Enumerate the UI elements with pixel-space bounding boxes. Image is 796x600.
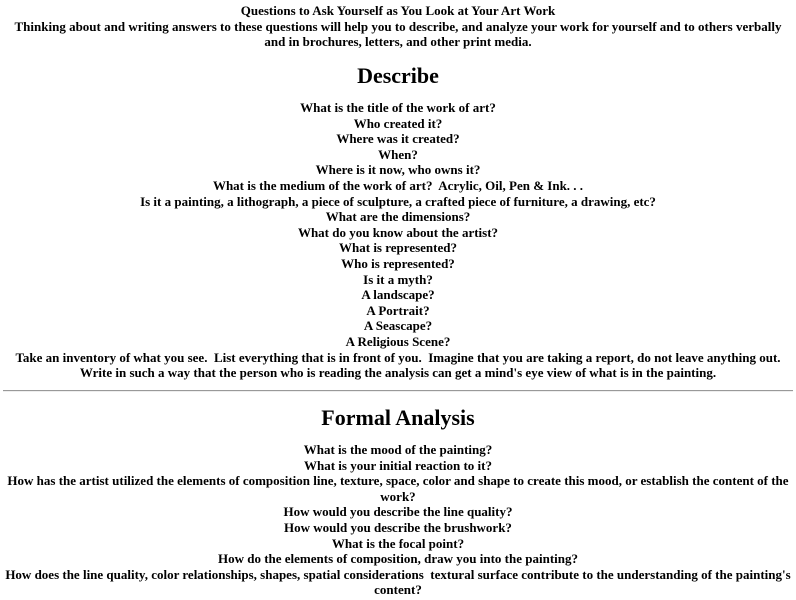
question-line: Is it a myth? (363, 271, 433, 287)
question-line: What is the mood of the painting? (303, 442, 493, 458)
question-line: When? (378, 146, 418, 162)
question-line: What is the focal point? (331, 535, 465, 551)
question-line: A Seascape? (363, 318, 433, 334)
document-title: Questions to Ask Yourself as You Look at Your Art Work (240, 3, 556, 18)
formal-analysis-heading: Formal Analysis (321, 404, 475, 430)
question-line: How would you describe the line quality? (283, 504, 513, 520)
question-line: A Religious Scene? (345, 333, 451, 349)
question-line: How would you describe the brushwork? (284, 520, 512, 536)
formal-analysis-question-list (3, 442, 793, 598)
question-line: A landscape? (361, 287, 435, 303)
describe-heading: Describe (357, 62, 439, 88)
question-line: Who is represented? (341, 256, 455, 272)
question-line: Where was it created? (336, 131, 460, 147)
question-line: Where is it now, who owns it? (315, 162, 481, 178)
describe-summary: Take an inventory of what you see. List everything that is in front of you. Imagine that you are taking a report, do not leave anything out. Write in such a way that the person who is reading the analysis can get a mind's eye view of what is in the painting. (15, 349, 788, 381)
question-line: What is the title of the work of art? (300, 100, 496, 116)
question-line: How do the elements of composition, draw you into the painting? (217, 551, 579, 567)
question-line: How does the line quality, color relationships, shapes, spatial considerations textural surface contribute to the understanding of the painting's content? (5, 566, 794, 598)
question-line: Who created it? (353, 115, 443, 131)
document-subtitle: Thinking about and writing answers to these questions will help you to describe, and analyze your work for yourself and to others verbally and in brochures, letters, and other print media. (14, 18, 785, 50)
question-line: What is your initial reaction to it? (303, 457, 493, 473)
document-header (3, 3, 793, 50)
question-line: What is the medium of the work of art? Acrylic, Oil, Pen & Ink. . . (212, 178, 584, 194)
question-line: What do you know about the artist? (297, 224, 499, 240)
describe-question-list (3, 100, 793, 350)
question-line: Is it a painting, a lithograph, a piece of sculpture, a crafted piece of furniture, a drawing, etc? (140, 193, 656, 209)
describe-section (3, 63, 793, 381)
question-line: A Portrait? (366, 302, 430, 318)
question-line: How has the artist utilized the elements of composition line, texture, space, color and shape to create this mood, or establish the content of the work? (7, 473, 792, 504)
question-line: What is represented? (339, 240, 457, 256)
section-divider (3, 390, 793, 392)
formal-analysis-section (3, 405, 793, 598)
question-line: What are the dimensions? (325, 209, 471, 225)
